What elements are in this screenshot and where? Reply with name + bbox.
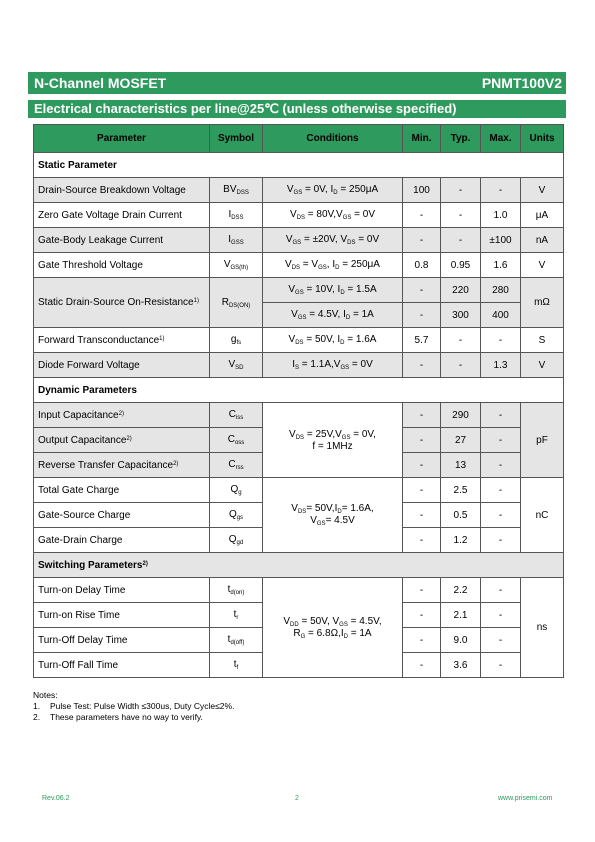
units-cell: S: [521, 328, 564, 353]
symbol-cell: $I_{GSS}$: [210, 228, 263, 253]
max-cell: 1.6: [481, 253, 521, 278]
min-cell: -: [403, 353, 441, 378]
min-cell: -: [403, 603, 441, 628]
param-cell: Turn-Off Delay Time: [34, 628, 210, 653]
typ-cell: 300: [441, 303, 481, 328]
conditions-cell: $V_{DS}= 50V,I_D= 1.6A$, $V_{GS}= 4.5V$: [263, 478, 403, 553]
symbol-cell: $C_{rss}$: [210, 453, 263, 478]
typ-cell: 27: [441, 428, 481, 453]
max-cell: -: [481, 403, 521, 428]
units-cell: mΩ: [521, 278, 564, 328]
param-cell: Reverse Transfer Capacitance$^{2)}$: [34, 453, 210, 478]
min-cell: -: [403, 303, 441, 328]
units-cell: nC: [521, 478, 564, 553]
max-cell: -: [481, 578, 521, 603]
typ-cell: 220: [441, 278, 481, 303]
param-cell: Turn-on Rise Time: [34, 603, 210, 628]
conditions-cell: $V_{GS} = 0V$, $I_D = 250\mu A$: [263, 178, 403, 203]
max-cell: -: [481, 328, 521, 353]
typ-cell: -: [441, 203, 481, 228]
typ-cell: -: [441, 228, 481, 253]
min-cell: -: [403, 503, 441, 528]
col-header-units: Units: [521, 125, 564, 153]
max-cell: -: [481, 453, 521, 478]
section-label: Switching Parameters$^{2)}$: [34, 553, 564, 578]
min-cell: -: [403, 403, 441, 428]
conditions-cell: $I_S = 1.1A,V_{GS} = 0V$: [263, 353, 403, 378]
param-cell: Total Gate Charge: [34, 478, 210, 503]
symbol-cell: $t_f$: [210, 653, 263, 678]
symbol-cell: $t_{d(off)}$: [210, 628, 263, 653]
col-header-conditions: Conditions: [263, 125, 403, 153]
conditions-cell: $V_{GS} = 4.5V$, $I_D = 1A$: [263, 303, 403, 328]
typ-cell: -: [441, 178, 481, 203]
min-cell: -: [403, 203, 441, 228]
notes: [33, 690, 234, 723]
table-row: [34, 203, 564, 228]
max-cell: 280: [481, 278, 521, 303]
table-row: [34, 353, 564, 378]
symbol-cell: $I_{DSS}$: [210, 203, 263, 228]
table-header-row: [34, 125, 564, 153]
note-item: 2. These parameters have no way to verify.: [33, 712, 203, 722]
typ-cell: 2.2: [441, 578, 481, 603]
max-cell: -: [481, 428, 521, 453]
max-cell: -: [481, 503, 521, 528]
symbol-cell: $R_{DS(ON)}$: [210, 278, 263, 328]
section-row-static: [34, 153, 564, 178]
min-cell: -: [403, 628, 441, 653]
section-row-switching: [34, 553, 564, 578]
footer-revision: Rev.06.2: [42, 795, 70, 802]
symbol-cell: $C_{oss}$: [210, 428, 263, 453]
param-cell: Turn-on Delay Time: [34, 578, 210, 603]
section-title-bar: [28, 100, 566, 118]
max-cell: -: [481, 603, 521, 628]
col-header-symbol: Symbol: [210, 125, 263, 153]
min-cell: 100: [403, 178, 441, 203]
param-cell: Input Capacitance$^{2)}$: [34, 403, 210, 428]
param-cell: Gate-Body Leakage Current: [34, 228, 210, 253]
typ-cell: 290: [441, 403, 481, 428]
max-cell: 1.3: [481, 353, 521, 378]
units-cell: μA: [521, 203, 564, 228]
section-label: Dynamic Parameters: [34, 378, 564, 403]
max-cell: -: [481, 528, 521, 553]
min-cell: -: [403, 278, 441, 303]
min-cell: -: [403, 528, 441, 553]
typ-cell: 9.0: [441, 628, 481, 653]
min-cell: -: [403, 428, 441, 453]
units-cell: ns: [521, 578, 564, 678]
part-number: PNMT100V2: [481, 75, 562, 91]
electrical-characteristics-table: [33, 124, 564, 678]
footer-page-number: 2: [295, 795, 299, 802]
device-type-title: N-Channel MOSFET: [34, 75, 167, 91]
conditions-cell: $V_{DS} = 50V$, $I_D = 1.6A$: [263, 328, 403, 353]
symbol-cell: $Q_g$: [210, 478, 263, 503]
param-cell: Forward Transconductance$^{1)}$: [34, 328, 210, 353]
units-cell: V: [521, 353, 564, 378]
symbol-cell: $V_{SD}$: [210, 353, 263, 378]
table-row: [34, 578, 564, 603]
max-cell: -: [481, 478, 521, 503]
typ-cell: 0.5: [441, 503, 481, 528]
typ-cell: 1.2: [441, 528, 481, 553]
conditions-cell: $V_{DD} = 50V$, $V_{GS} = 4.5V$, $R_G = 6.8\Omega,I_D = 1A$: [263, 578, 403, 678]
param-cell: Gate-Source Charge: [34, 503, 210, 528]
conditions-cell: $V_{DS} = 80V,V_{GS} = 0V$: [263, 203, 403, 228]
min-cell: -: [403, 578, 441, 603]
param-cell: Diode Forward Voltage: [34, 353, 210, 378]
table-row: [34, 403, 564, 428]
col-header-max: Max.: [481, 125, 521, 153]
typ-cell: -: [441, 328, 481, 353]
max-cell: ±100: [481, 228, 521, 253]
symbol-cell: $BV_{DSS}$: [210, 178, 263, 203]
notes-title: Notes:: [33, 690, 58, 700]
symbol-cell: $g_{fs}$: [210, 328, 263, 353]
typ-cell: 3.6: [441, 653, 481, 678]
min-cell: 0.8: [403, 253, 441, 278]
min-cell: 5.7: [403, 328, 441, 353]
typ-cell: 13: [441, 453, 481, 478]
symbol-cell: $V_{GS(th)}$: [210, 253, 263, 278]
typ-cell: -: [441, 353, 481, 378]
min-cell: -: [403, 653, 441, 678]
note-item: 1. Pulse Test: Pulse Width ≤300us, Duty Cycle≤2%.: [33, 701, 235, 711]
typ-cell: 0.95: [441, 253, 481, 278]
conditions-cell: $V_{DS} = 25V,V_{GS} = 0V$, f = 1MHz: [263, 403, 403, 478]
col-header-parameter: Parameter: [34, 125, 210, 153]
table-row: [34, 253, 564, 278]
footer-url[interactable]: www.prisemi.com: [498, 795, 553, 802]
symbol-cell: $t_r$: [210, 603, 263, 628]
param-cell: Output Capacitance$^{2)}$: [34, 428, 210, 453]
symbol-cell: $Q_{gd}$: [210, 528, 263, 553]
table-row: [34, 328, 564, 353]
param-cell: Drain-Source Breakdown Voltage: [34, 178, 210, 203]
table-row: [34, 178, 564, 203]
min-cell: -: [403, 228, 441, 253]
conditions-cell: $V_{GS} = \pm 20V$, $V_{DS} = 0V$: [263, 228, 403, 253]
min-cell: -: [403, 478, 441, 503]
col-header-typ: Typ.: [441, 125, 481, 153]
min-cell: -: [403, 453, 441, 478]
param-cell: Zero Gate Voltage Drain Current: [34, 203, 210, 228]
typ-cell: 2.5: [441, 478, 481, 503]
units-cell: pF: [521, 403, 564, 478]
conditions-cell: $V_{GS} = 10V$, $I_D = 1.5A$: [263, 278, 403, 303]
max-cell: -: [481, 653, 521, 678]
symbol-cell: $t_{d(on)}$: [210, 578, 263, 603]
max-cell: -: [481, 628, 521, 653]
max-cell: 1.0: [481, 203, 521, 228]
param-cell: Static Drain-Source On-Resistance$^{1)}$: [34, 278, 210, 328]
param-cell: Turn-Off Fall Time: [34, 653, 210, 678]
col-header-min: Min.: [403, 125, 441, 153]
conditions-cell: $V_{DS} = V_{GS}$, $I_D = 250\mu A$: [263, 253, 403, 278]
symbol-cell: $C_{iss}$: [210, 403, 263, 428]
table-row: [34, 478, 564, 503]
table-row: [34, 228, 564, 253]
units-cell: nA: [521, 228, 564, 253]
table-row: [34, 278, 564, 303]
units-cell: V: [521, 253, 564, 278]
header-bar: [28, 72, 566, 94]
section-title: Electrical characteristics per line@25℃ (unless otherwise specified): [34, 101, 457, 116]
param-cell: Gate Threshold Voltage: [34, 253, 210, 278]
units-cell: V: [521, 178, 564, 203]
max-cell: -: [481, 178, 521, 203]
section-row-dynamic: [34, 378, 564, 403]
section-label: Static Parameter: [34, 153, 564, 178]
max-cell: 400: [481, 303, 521, 328]
param-cell: Gate-Drain Charge: [34, 528, 210, 553]
typ-cell: 2.1: [441, 603, 481, 628]
symbol-cell: $Q_{gs}$: [210, 503, 263, 528]
